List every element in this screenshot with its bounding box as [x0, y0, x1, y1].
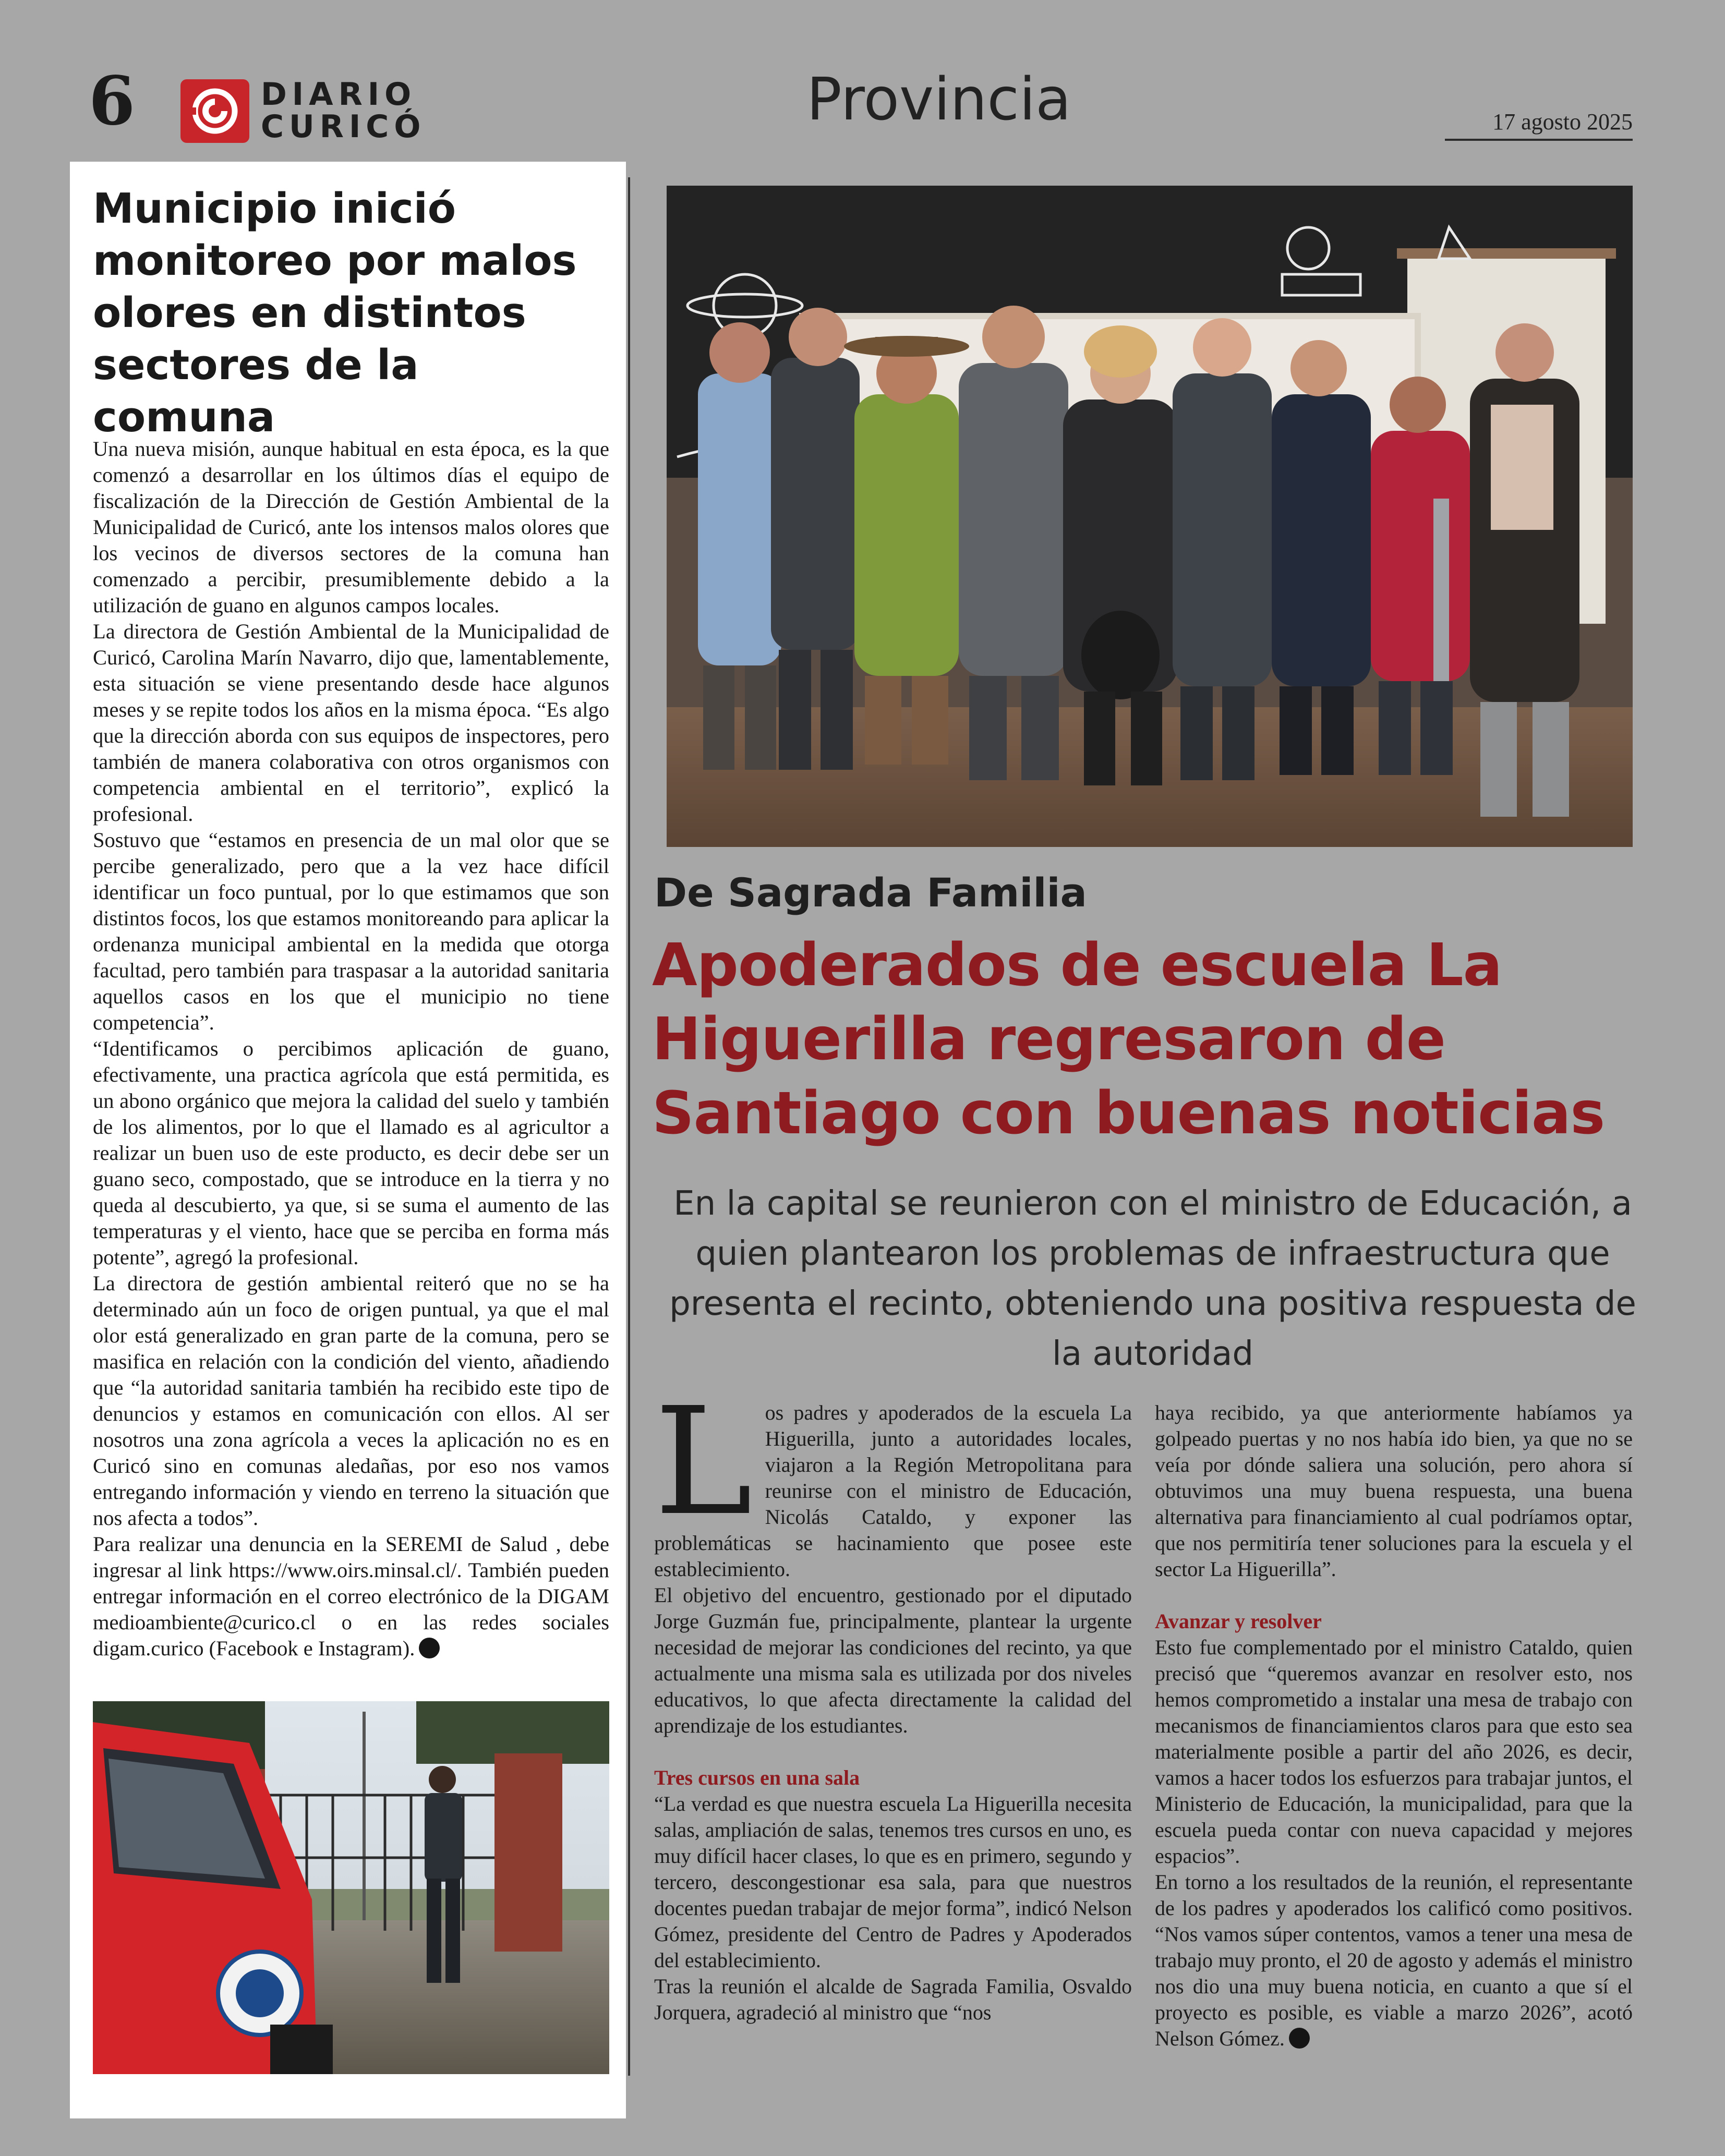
end-of-article-icon [1289, 2028, 1310, 2049]
body-paragraph: os padres y apoderados de la escuela La Higuerilla, junto a autoridades locales, viajaron a la Región Metropolitana para reunirse con el ministro de Educación, Nicolás Cataldo, y exponer las problemáticas se hacinamiento que posee este establecimiento. [654, 1401, 1132, 1581]
body-paragraph-text: En torno a los resultados de la reunión, el representante de los padres y apoderados los calificó como positivos. “Nos vamos súper contentos, vamos a tener una mesa de trabajo muy pronto, el 20 de agosto y además el ministro nos dio una muy buena noticia, en cuanto a que sí el proyecto es posible, es viable a marzo 2026”, acotó Nelson Gómez. [1155, 1870, 1633, 2050]
left-paragraph: Sostuvo que “estamos en presencia de un mal olor que se percibe generalizado, pero que a la vez hace difícil identificar un foco puntual, por lo que estimamos que son distintos focos, los que estamos monitoreando para aplicar la ordenanza municipal ambiental en la medida que otorga facultad, pero también para traspasar a la autoridad sanitaria aquellos casos en los que el municipio no tiene competencia”. [93, 828, 609, 1034]
diario-curico-logo-icon [180, 79, 249, 143]
body-paragraph: “La verdad es que nuestra escuela La Higuerilla necesita salas, ampliación de salas, tenemos tres cursos en uno, es muy difícil hacer clases, lo que es en primero, segundo y tercero, descongestionar esa sala, para que nuestros docentes puedan trabajar de mejor forma”, indicó Nelson Gómez, presidente del Centro de Padres y Apoderados del establecimiento. [654, 1792, 1132, 1972]
logo-line-2: CURICÓ [261, 108, 426, 145]
left-paragraph: La directora de Gestión Ambiental de la Municipalidad de Curicó, Carolina Marín Navarro, dijo que, lamentablemente, esta situación se viene presentando desde hace algunos meses y se repite todos los años en la misma época. “Es algo que la dirección aborda con sus equipos de inspectores, pero también de manera colaborativa con otros organismos con competencia ambiental en el territorio”, explicó la profesional. [93, 620, 609, 826]
article-kicker: De Sagrada Familia [654, 869, 1087, 916]
article-subtitle: En la capital se reunieron con el ministro de Educación, a quien plantearon los problemas de infraestructura que presenta el recinto, obteniendo una positiva respuesta de la autoridad [669, 1184, 1636, 1373]
body-paragraph: El objetivo del encuentro, gestionado por el diputado Jorge Guzmán fue, principalmente, plantear la urgente necesidad de mejorar las condiciones del recinto, ya que actualmente una misma sala es utilizada por dos niveles educativos, lo que afecta directamente la calidad del aprendizaje de los estudiantes. [654, 1583, 1132, 1737]
inspector-truck-photo [93, 1701, 609, 2074]
end-of-article-icon [419, 1638, 440, 1658]
left-article-headline: Municipio inició monitoreo por malos olores en distintos sectores de la comuna [93, 185, 577, 441]
main-article-column-1 [654, 1375, 1132, 2026]
section-subhead: Tres cursos en una sala [654, 1766, 860, 1789]
column-divider [628, 177, 630, 2076]
section-title: Provincia [806, 66, 1071, 134]
body-paragraph: Tras la reunión el alcalde de Sagrada Familia, Osvaldo Jorquera, agradeció al ministro que “nos [654, 1975, 1132, 2024]
left-paragraph: Una nueva misión, aunque habitual en esta época, es la que comenzó a desarrollar en los últimos días el equipo de fiscalización de la Dirección de Gestión Ambiental de la Municipalidad de Curicó, ante los intensos malos olores que los vecinos de diversos sectores de la comuna han comenzado a percibir, presumiblemente debido a la utilización de guano en algunos campos locales. [93, 437, 609, 617]
group-photo [667, 186, 1633, 847]
logo-line-1: DIARIO [261, 76, 417, 113]
page-number: 6 [89, 62, 136, 140]
body-paragraph: haya recibido, ya que anteriormente habíamos ya golpeado puertas y no nos había ido bien, ya que no se veía por dónde saliera una solución, pero ahora sí obtuvimos una muy buena respuesta, una buena alternativa para financiamiento al cual podríamos optar, que nos permitiría tener soluciones para la escuela y el sector La Higuerilla”. [1155, 1401, 1633, 1581]
main-headline: Apoderados de escuela La Higuerilla regresaron de Santiago con buenas noticias [652, 931, 1605, 1147]
section-subhead: Avanzar y resolver [1155, 1609, 1322, 1633]
logo-wordmark [261, 78, 426, 143]
left-paragraph: “Identificamos o percibimos aplicación de guano, efectivamente, una practica agrícola que está permitida, es un abono orgánico que mejora la calidad del suelo y también de los alimentos, por lo que el llamado es al agricultor a realizar un buen uso de este producto, es decir debe ser un guano seco, compostado, que se introduce en la tierra y no queda al descubierto, ya que, si se suma el aumento de las temperaturas y el viento, hace que se perciba en forma más potente”, agregó la profesional. [93, 1037, 609, 1269]
left-article-body [93, 436, 609, 1662]
issue-date: 17 agosto 2025 [1492, 109, 1633, 135]
body-paragraph: Esto fue complementado por el ministro Cataldo, quien precisó que “queremos avanzar en resolver esto, nos hemos comprometido a instalar una mesa de trabajo con mecanismos de financiamientos claros para que esto sea materialmente posible a partir del año 2026, es decir, vamos a hacer todos los esfuerzos para trabajar juntos, el Ministerio de Educación, la municipalidad, para que la escuela pueda contar con nueva capacidad y mejores espacios”. [1155, 1636, 1633, 1868]
left-paragraph-text: Para realizar una denuncia en la SEREMI de Salud , debe ingresar al link https://www.oirs.minsal.cl/. También pueden entregar información en el correo electrónico de la DIGAM medioambiente@curico.cl o en las redes sociales digam.curico (Facebook e Instagram). [93, 1532, 609, 1660]
left-paragraph-last [93, 1531, 609, 1662]
body-paragraph-last [1155, 1869, 1633, 2052]
left-paragraph: La directora de gestión ambiental reiteró que no se ha determinado aún un foco de origen puntual, ya que el mal olor está generalizado en gran parte de la comuna, pero se masifica en relación con la condición del viento, añadiendo que “la autoridad sanitaria también ha recibido este tipo de denuncios y estamos en comunicación con ellos. Al ser nosotros una zona agrícola a veces la aplicación no es en Curicó sino en comunas aledañas, por eso nos vamos entregando información y viendo en terreno la situación que nos afecta a todos”. [93, 1271, 609, 1530]
main-article-column-2 [1155, 1400, 1633, 2052]
drop-cap: L [654, 1375, 753, 1548]
date-underline [1445, 139, 1633, 141]
